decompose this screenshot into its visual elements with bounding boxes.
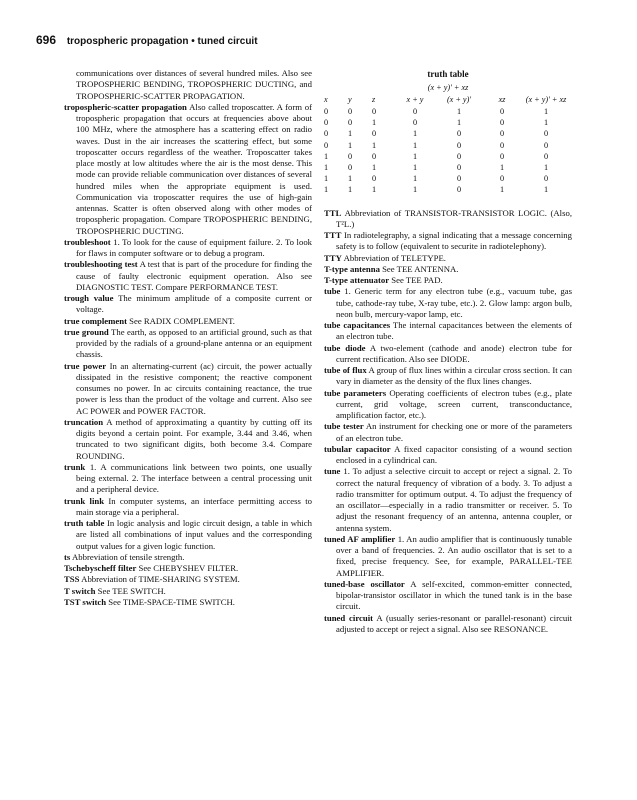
dictionary-entry: T-type attenuator See TEE PAD. [324,275,443,286]
page-number: 696 [36,33,57,47]
dictionary-entry: tropospheric-scatter propagation Also called troposcatter. A form of tropospheric propagation that occurs at frequencies above about 100 MHz, where the atmosphere has a scattering effect on radio waves. Dust in the air increases the scattering effect, but some troposcatter occurs regardless of the weather. Troposcatter takes place mostly at low altitudes where the air is the most dense. This mode can provide reliable communication over distances of several hundred miles when the appropriate equipment is used. Communication via troposcatter requires the use of high-gain antennas. Scatter is often observed along with other modes of tropospheric propagation. Compare TROPOSPHERIC BENDING, TROPOSPHERIC DUCTING. [64,101,312,236]
truth-table [324,94,572,196]
dictionary-entry: TTY Abbreviation of TELETYPE. [324,252,446,263]
dictionary-entry: TTT In radiotelegraphy, a signal indicating that a message concerning safety is to follow (equivalent to securite in radiotelephony). [324,230,572,252]
dictionary-entry: tube tester An instrument for checking one or more of the parameters of an electron tube. [324,421,572,443]
dictionary-entry: tune 1. To adjust a selective circuit to accept or reject a signal. 2. To correct the natural frequency of vibration of a body. 3. To adjust a radio transmitter for optimum output. 4. To adjust the frequency of an oscillator—especially in a radio transmitter or receiver. 5. To adjust the resonant frequency of an antenna, antenna coupler, or antenna system. [324,466,572,533]
dictionary-entry: true complement See RADIX COMPLEMENT. [64,315,235,326]
dictionary-entry: TST switch See TIME-SPACE-TIME SWITCH. [64,596,235,607]
table-row: 0 0 0 0 1 0 1 [324,107,549,116]
truth-table-formula: (x + y)' + xz [427,83,469,92]
dictionary-entry: tuned circuit A (usually series-resonant or parallel-resonant) circuit adjusted to accept or reject a signal. Also see RESONANCE. [324,612,573,634]
dictionary-entry: trough value The minimum amplitude of a composite current or voltage. [64,293,312,315]
dictionary-entry: tubular capacitor A fixed capacitor consisting of a wound section enclosed in a cylindrical can. [324,443,572,466]
truth-table-title: truth table [427,69,469,79]
dictionary-entry: T switch See TEE SWITCH. [64,585,166,596]
column-header: xz [498,95,506,104]
dictionary-entry: tube diode A two-element (cathode and anode) electron tube for current rectification. Also see DIODE. [324,342,572,364]
left-column [64,68,312,608]
dictionary-entry: TSS Abbreviation of TIME-SHARING SYSTEM. [64,574,240,585]
dictionary-entry: troubleshoot 1. To look for the cause of equipment failure. 2. To look for flaws in computer software or to debug a program. [64,236,313,258]
column-header: z [372,95,376,104]
dictionary-entry: true ground The earth, as opposed to an artificial ground, such as that provided by the radials of a ground-plane antenna or an equipment chassis. [64,326,312,360]
column-header: y [348,95,352,104]
right-column [324,68,572,635]
dictionary-entry: tuned-base oscillator A self-excited, common-emitter connected, bipolar-transistor oscillator in which the tuned tank is in the base circuit. [324,578,572,612]
dictionary-entry: trunk link In computer systems, an interface permitting access to main storage via a peripheral. [64,495,312,517]
running-title: tropospheric propagation • tuned circuit [66,36,258,47]
truth-table-header-row [324,94,572,106]
column-header: x [324,95,328,104]
dictionary-entry: tube capacitances The internal capacitances between the elements of an electron tube. [324,320,572,342]
dictionary-entry: troubleshooting test A test that is part of the procedure for finding the cause of faulty electronic equipment operation. Also see DIAGNOSTIC TEST. Compare PERFORMANCE TEST. [64,259,312,292]
table-row: 0 1 1 1 0 0 0 [324,140,549,150]
running-header [36,34,601,48]
column-header: (x + y)' + xz [525,95,567,104]
dictionary-entry: tube parameters Operating coefficients of electron tubes (e.g., plate current, grid voltage, screen current, transconductance, amplification factor, etc.). [324,387,572,421]
dictionary-entry: true power In an alternating-current (ac) circuit, the power actually dissipated in the resistive component; the reactive component consumes no power. In ac circuits containing reactance, the true power is less than the product of the voltage and current. Also see AC POWER and POWER FACTOR. [64,360,312,416]
dictionary-entry: tube of flux A group of flux lines within a circular cross section. It can vary in diameter as the density of the flux lines changes. [324,365,572,387]
dictionary-entry: tuned AF amplifier 1. An audio amplifier that is continuously tunable over a band of frequencies. 2. An audio oscillator that is set to a fixed, precise frequency. See, for example, PARALLEL-TEE AMPLIFIER. [324,533,573,578]
table-row: 1 1 1 1 0 1 1 [324,185,549,195]
dictionary-entry: trunk 1. A communications link between two points, one usually being external. 2. The interface between a central processing unit and a peripheral device. [64,461,313,495]
table-row: 0 0 1 0 1 0 1 [324,118,549,128]
table-row: 1 1 0 1 0 0 0 [324,174,549,184]
table-row: 0 1 0 1 0 0 0 [324,129,549,139]
table-row: 1 0 0 1 0 0 0 [324,151,549,161]
dictionary-entry: ts Abbreviation of tensile strength. [64,551,185,562]
dictionary-entry: truncation A method of approximating a quantity by cutting off its digits beyond a certain point. For example, 3.44 and 3.46, when truncated to two significant digits, both become 3.4. Compare ROUNDING. [64,416,312,461]
dictionary-entry: truth table In logic analysis and logic circuit design, a table in which are listed all combinations of input values and the corresponding output values for a given logic function. [64,518,312,551]
column-header: (x + y)' [446,95,472,104]
dictionary-entry: Tschebyscheff filter See CHEBYSHEV FILTER. [64,563,239,573]
column-header: x + y [406,95,424,104]
table-row: 1 0 1 1 0 1 1 [324,163,549,173]
dictionary-entry: communications over distances of several hundred miles. Also see TROPOSPHERIC BENDING, TROPOSPHERIC DUCTING, and TROPOSPHERIC-SCATTER PROPAGATION. [76,68,312,101]
dictionary-entry: tube 1. Generic term for any electron tube (e.g., vacuum tube, gas tube, cathode-ray tube, X-ray tube, etc.). 2. Glow lamp: argon bulb, neon bulb, mercury-vapor lamp, etc. [324,286,572,319]
dictionary-entry: TTL Abbreviation of TRANSISTOR-TRANSISTOR LOGIC. (Also, T²L.) [324,207,572,229]
dictionary-entry: T-type antenna See TEE ANTENNA. [324,263,459,274]
